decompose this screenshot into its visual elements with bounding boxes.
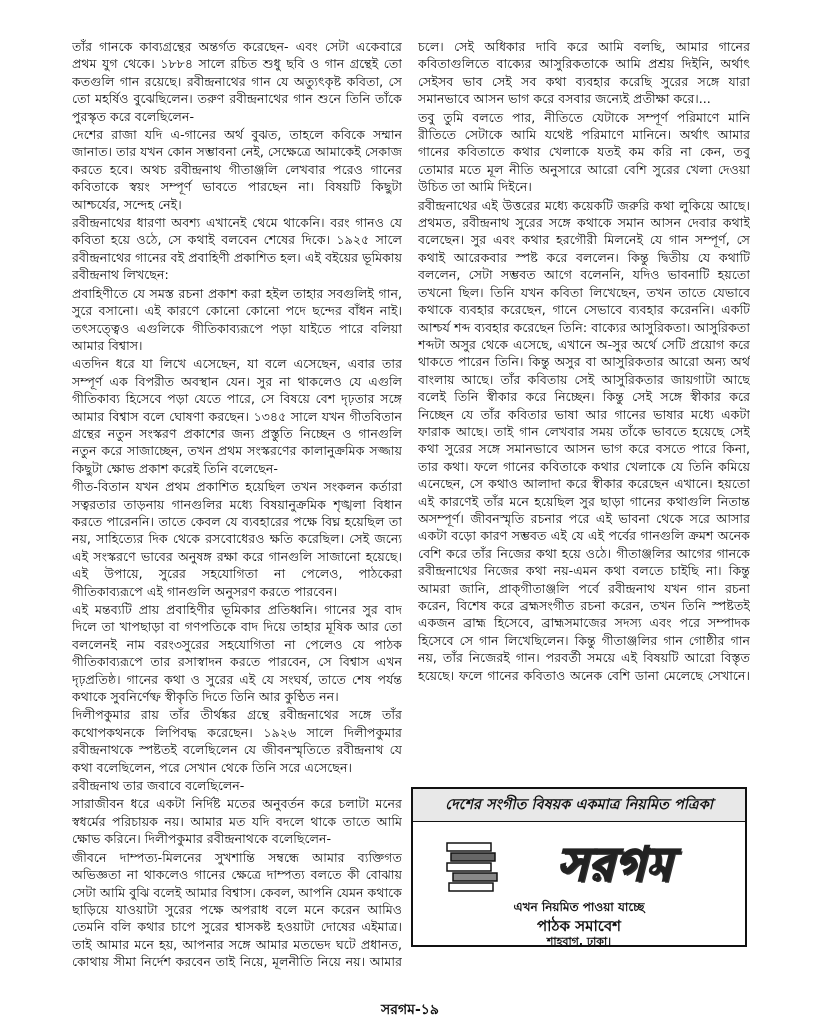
- paragraph: জীবনে দাম্পত্য-মিলনের সুখশান্তি সম্বন্ধে আমার ব্যক্তিগত অভিজ্ঞতা না থাকলেও গানের ক্ষেত্রে দাম্পত্য বলতে কী বোঝায় সেটা আমি বুঝি বলেই আমার বিশ্বাস। কেবল, আপনি যেমন কথাকে ছাড়িয়ে যাওয়াটা সুরের পক্ষে অপরাধ বলে মনে করেন আমিও তেমনি বলি কথার চাপে সুরের শ্বাসকষ্ট হওয়াটা দোষের এইমাত্র। তাই আমার মনে হয়, আপনার সঙ্গে আমার মতভেদ ঘটে প্রধানত, কোথায় সীমা নির্দেশ করবেন তাই নিয়ে, মূলনীতি নিয়ে নয়। আমার: [72, 849, 402, 970]
- paragraph: রবীন্দ্রনাথের এই উত্তরের মধ্যে কয়েকটি জরুরি কথা লুকিয়ে আছে। প্রথমত, রবীন্দ্রনাথ সুরের সঙ্গে কথাকে সমান আসন দেবার কথাই বলেছেন। সুর এবং কথার হরগৌরী মিলনেই যে গান সম্পূর্ণ, সে কথাই আরেকবার স্পষ্ট করে বললেন। কিন্তু দ্বিতীয় যে কথাটি বললেন, সেটা সম্ভবত আগে বলেননি, যদিও ভাবনাটি হয়তো তখনো ছিল। তিনি যখন কবিতা লিখেছেন, তখন তাতে যেভাবে কথাকে ব্যবহার করেছেন, গানে সেভাবে ব্যবহার করেননি। একটি আশ্চর্য শব্দ ব্যবহার করেছেন তিনি: বাক্যের আসুরিকতা। আসুরিকতা শব্দটা অসুর থেকে এসেছে, এখানে অ-সুর অর্থে সেটি প্রয়োগ করে থাকতে পারেন তিনি। কিন্তু অসুর বা আসুরিকতার আরো অন্য অর্থ বাংলায় আছে। তাঁর কবিতায় সেই আসুরিকতার জায়গাটা আছে বলেই তিনি স্বীকার করে নিচ্ছেন। কিন্তু সেই সঙ্গে স্বীকার করে নিচ্ছেন যে তাঁর কবিতার ভাষা আর গানের ভাষার মধ্যে একটা ফারাক আছে। তাই গান লেখবার সময় তাঁকে ভাবতে হয়েছে সেই কথা সুরের সঙ্গে সমানভাবে আসন ভাগ করে বসতে পারে কিনা, তার কথা। ফলে গানের কবিতাকে কথার খেলাকে যে তিনি কমিয়ে এনেছেন, সে কথাও আলাদা করে স্বীকার করেছেন এখানে। হয়তো এই কারণেই তাঁর মনে হয়েছিল সুর ছাড়া গানের কথাগুলি নিতান্ত অসম্পূর্ণ। জীবনস্মৃতি রচনার পরে এই ভাবনা থেকে সরে আসার একটা বড়ো কারণ সম্ভবত এই যে এই পর্বের গানগুলি ক্রমশ অনেক বেশি করে তাঁর নিজের কথা হয়ে ওঠে। গীতাঞ্জলির আগের গানকে রবীন্দ্রনাথের নিজের কথা নয়-এমন কথা বলতে চাইছি না। কিন্তু আমরা জানি, প্রাক্‌গীতাঞ্জলি পর্বে রবীন্দ্রনাথ যখন গান রচনা করেন, বিশেষ করে ব্রহ্মসংগীত রচনা করেন, তখন তিনি স্পষ্টতই একজন ব্রাহ্ম হিসেবে, ব্রাহ্মসমাজের সদস্য এবং পরে সম্পাদক হিসেবে সে গান লিখেছিলেন। কিন্তু গীতাঞ্জলির গান গোষ্ঠীর গান নয়, তাঁর নিজেরই গান। পরবর্তী সময়ে এই বিষয়টি আরো বিস্তৃত হয়েছে। ফলে গানের কবিতাও অনেক বেশি ডানা মেলেছে সেখানে।: [418, 197, 750, 682]
- paragraph: প্রবাহিণীতে যে সমস্ত রচনা প্রকাশ করা হইল তাহার সবগুলিই গান, সুরে বসানো। এই কারণে কোনো কোনো পদে ছন্দের বাঁধন নাই। তৎসত্ত্বেও এগুলিকে গীতিকাব্যরূপে পড়া যাইতে পারে বলিয়া আমার বিশ্বাস।: [72, 285, 402, 353]
- paragraph: তাঁর গানকে কাব্যগ্রন্থের অন্তর্গত করেছেন- এবং সেটা একেবারে প্রথম যুগ থেকে। ১৮৮৪ সালে রচিত শুধু ছবি ও গান গ্রন্থেই তো কতগুলি গান রয়েছে। রবীন্দ্রনাথের গান যে অত্যুৎকৃষ্ট কবিতা, সে তো মহর্ষিও বুঝেছিলেন। তরুণ রবীন্দ্রনাথের গান শুনে তিনি তাঁকে পুরস্কৃত করে বলেছিলেন-: [72, 39, 402, 124]
- paragraph: এতদিন ধরে যা লিখে এসেছেন, যা বলে এসেছেন, এবার তার সম্পূর্ণ এক বিপরীত অবস্থান যেন। সুর না থাকলেও যে এগুলি গীতিকাব্য হিসেবে পড়া যেতে পারে, সে বিষয়ে বেশ দৃঢ়তার সঙ্গে আমার বিশ্বাস বলে ঘোষণা করছেন। ১৩৪৫ সালে যখন গীতবিতান গ্রন্থের নতুন সংস্করণ প্রকাশের জন্য প্রস্তুতি নিচ্ছেন ও গানগুলি নতুন করে সাজাচ্ছেন, তখন প্রথম সংস্করণের কালানুক্রমিক সজ্জায় কিছুটা ক্ষোভ প্রকাশ করেই তিনি বলেছেন-: [72, 356, 402, 476]
- ad-availability-text: এখন নিয়মিত পাওয়া যাচ্ছে: [513, 900, 645, 914]
- page-number: সরগম-১৯: [381, 1002, 439, 1018]
- paragraph: গীত-বিতান যখন প্রথম প্রকাশিত হয়েছিল তখন সংকলন কর্তারা সত্বরতার তাড়নায় গানগুলির মধ্যে বিষয়ানুক্রমিক শৃঙ্খলা বিধান করতে পারেননি। তাতে কেবল যে ব্যবহারের পক্ষে বিঘ্ন হয়েছিল তা নয়, সাহিত্যের দিক থেকে রসবোধেরও ক্ষতি করেছিল। সেই জন্যে এই সংস্করণে ভাবের অনুষঙ্গ রক্ষা করে গানগুলি সাজানো হয়েছে। এই উপায়ে, সুরের সহযোগিতা না পেলেও, পাঠকেরা গীতিকাব্যরূপে এই গানগুলি অনুসরণ করতে পারবেন।: [72, 479, 402, 599]
- ad-location: শাহবাগ, ঢাকা।: [546, 935, 612, 948]
- left-text-column: [72, 38, 402, 970]
- paragraph: রবীন্দ্রনাথ তার জবাবে বলেছিলেন-: [72, 778, 245, 794]
- sargam-logo: সরগম: [557, 837, 673, 891]
- paragraph: তবু তুমি বলতে পার, নীতিতে যেটাকে সম্পূর্ণ পরিমাণে মানি রীতিতে সেটাকে আমি যথেষ্ট পরিমাণে মানিনে। অর্থাৎ আমার গানের কবিতাতে কথার খেলাকে যতই কম করি না কেন, তবু তোমার মতে মূল নীতি অনুসারে আরো বেশি সুরের খেলা দেওয়া উচিত তা আমি দিইনে।: [418, 109, 750, 195]
- paragraph: রবীন্দ্রনাথের ধারণা অবশ্য এখানেই থেমে থাকেনি। বরং গানও যে কবিতা হয়ে ওঠে, সে কথাই বলবেন শেষের দিকে। ১৯২৫ সালে রবীন্দ্রনাথের গানের বই প্রবাহিণী প্রকাশিত হল। এই বইয়ের ভূমিকায় রবীন্দ্রনাথ লিখছেন:: [72, 215, 402, 283]
- paragraph: চলে। সেই অধিকার দাবি করে আমি বলছি, আমার গানের কবিতাগুলিতে বাক্যের আসুরিকতাকে আমি প্রশ্রয় দিইনি, অর্থাৎ সেইসব ভাব সেই সব কথা ব্যবহার করেছি সুরের সঙ্গে যারা সমানভাবে আসন ভাগ করে বসবার জন্যেই প্রতীক্ষা করে।...: [418, 39, 750, 107]
- advertisement-box: [411, 787, 747, 947]
- books-stack-icon: [443, 837, 503, 897]
- right-text-column: [418, 38, 750, 682]
- paragraph: এই মন্তব্যটি প্রায় প্রবাহিণীর ভূমিকার প্রতিধ্বনি। গানের সুর বাদ দিলে তা খাপছাড়া বা গণপতিকে বাদ দিয়ে তাহার মূষিক আর তো বললেনই নাম বরং৩সুরের সহযোগিতা না পেলেও যে পাঠক গীতিকাব্যরূপে তার রসাস্বাদন করতে পারবেন, সে বিশ্বাস এখন দৃঢ়প্রতিষ্ঠ। গানের কথা ও সুরের এই যে সংঘর্ষ, তাতে শেষ পর্যন্ত কথাকে সুবনির্ণেষ্ফ স্বীকৃতি দিতে তিনি আর কুণ্ঠিত নন।: [72, 602, 402, 705]
- ad-banner-text: দেশের সংগীত বিষয়ক একমাত্র নিয়মিত পত্রিকা: [413, 789, 745, 822]
- ad-shop-name: পাঠক সমাবেশ: [536, 917, 622, 935]
- paragraph: দিলীপকুমার রায় তাঁর তীর্থঙ্কর গ্রন্থে রবীন্দ্রনাথের সঙ্গে তাঁর কথোপকথনকে লিপিবদ্ধ করেছেন। ১৯২৬ সালে দিলীপকুমার রবীন্দ্রনাথকে স্পষ্টতই বলেছিলেন যে জীবনস্মৃতিতে রবীন্দ্রনাথ যে কথা বলেছিলেন, পরে সেখান থেকে তিনি সরে এসেছেন।: [72, 707, 402, 775]
- paragraph: সারাজীবন ধরে একটা নির্দিষ্ট মতের অনুবর্তন করে চলাটা মনের স্বধর্মের পরিচায়ক নয়। আমার মত যদি বদলে থাকে তাতে আমি ক্ষোভ করিনে। দিলীপকুমার রবীন্দ্রনাথকে বলেছিলেন-: [72, 796, 402, 847]
- paragraph: দেশের রাজা যদি এ-গানের অর্থ বুঝত, তাহলে কবিকে সম্মান জানাত। তার যখন কোন সম্ভাবনা নেই, সেক্ষেত্রে আমাকেই সেকাজ করতে হবে। অথচ রবীন্দ্রনাথ গীতাঞ্জলি লেখবার পরেও গানের কবিতাকে স্বয়ং সম্পূর্ণ ভাবতে পারছেন না। বিষয়টি কিছুটা আশ্চর্যের, সন্দেহ নেই।: [72, 127, 402, 212]
